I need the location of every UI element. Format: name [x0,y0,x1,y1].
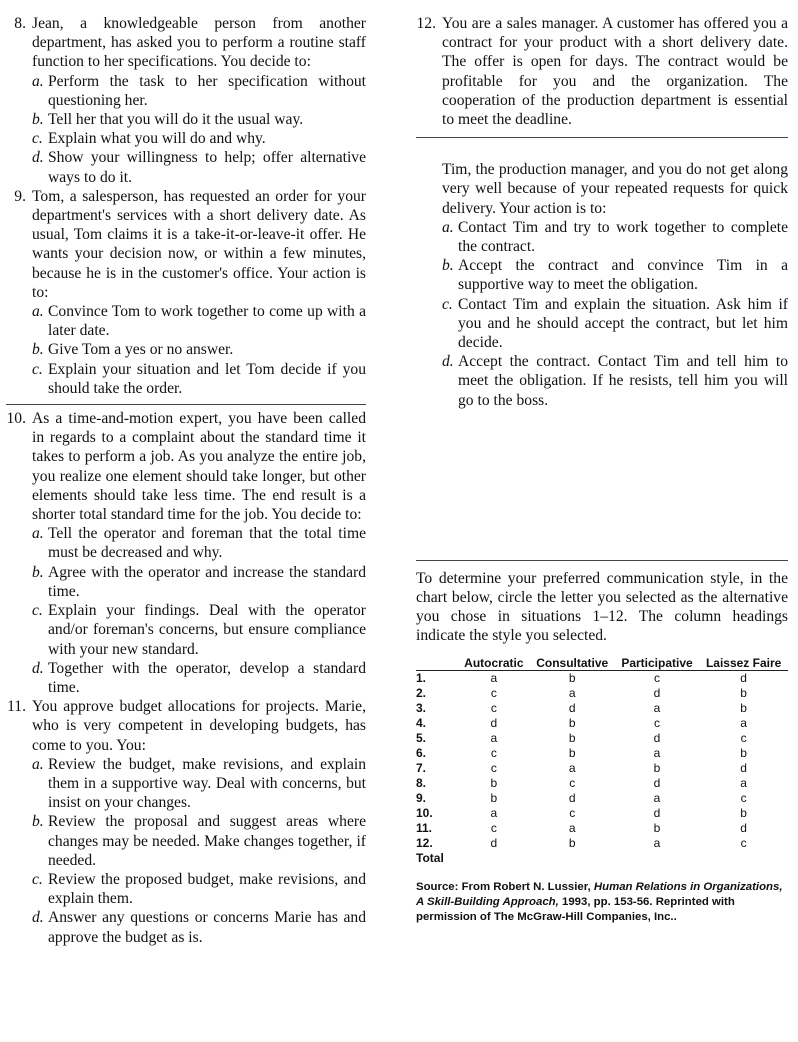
option-item [442,352,788,410]
style-scoring-table [416,656,788,866]
option-item [32,360,366,398]
column-header: Laissez Faire [699,656,788,671]
option-item [32,148,366,186]
question-number: 12. [416,15,436,32]
table-row [416,716,788,731]
choice-letter[interactable]: c [490,700,497,715]
choice-letter[interactable]: b [653,760,661,775]
option-item [32,524,366,562]
total-cell [458,851,530,866]
total-cell [699,851,788,866]
choice-letter[interactable]: d [568,790,576,805]
option-item [32,812,366,870]
option-item [442,218,788,256]
table-row [416,731,788,746]
row-number: 1. [416,670,427,685]
choice-letter[interactable]: a [653,790,661,805]
option-letter: b. [442,257,454,275]
option-text: Perform the task to her specification without questioning her. [48,72,366,109]
table-row [416,761,788,776]
choice-letter[interactable]: c [490,760,497,775]
left-column [6,14,366,947]
source-note [416,880,788,925]
option-text: Agree with the operator and increase the standard time. [48,563,366,600]
question-number: 10. [6,410,26,428]
option-text: Explain what you will do and why. [48,130,266,148]
source-book-title: Human Relations in Organizations, A Skill-Building Approach, [416,880,783,908]
choice-letter[interactable]: d [653,685,661,700]
choice-letter[interactable]: d [653,805,661,820]
table-header-row [416,656,788,671]
row-number: 9. [416,790,427,805]
question-number: 9. [14,187,26,205]
choice-letter[interactable]: b [740,745,747,760]
option-list [32,524,366,697]
option-letter: c. [32,130,43,148]
question-number: 11. [7,698,26,716]
choice-letter[interactable]: a [490,670,498,685]
option-item [32,110,366,129]
option-letter: d. [32,149,44,167]
table-corner [416,656,458,671]
option-letter: b. [32,813,44,831]
option-item [442,256,788,294]
choice-letter[interactable]: d [740,670,747,685]
question-number: 8. [14,15,26,32]
option-item [32,72,366,110]
option-letter: a. [32,72,44,90]
instructions: To determine your preferred communication style, in the chart below, circle the letter you selected as the alternative you chose in situations 1–12. The column headings indicate the style you selected. [416,569,788,645]
option-letter: c. [442,295,453,313]
total-cell [530,851,615,866]
choice-letter[interactable]: c [740,835,747,850]
choice-letter[interactable]: c [569,775,576,790]
option-text: Review the budget, make revisions, and explain them in a supportive way. Deal with concerns, but insist on your changes. [48,755,366,812]
row-number: 8. [416,775,427,790]
table-row [416,670,788,686]
table-row [416,686,788,701]
option-item [32,129,366,148]
choice-letter[interactable]: a [568,820,576,835]
option-letter: a. [32,755,44,773]
option-text: Contact Tim and try to work together to complete the contract. [458,218,788,256]
option-text: Answer any questions or concerns Marie has and approve the budget as is. [48,909,366,946]
row-number: 5. [416,730,427,745]
table-row [416,791,788,806]
option-text: Accept the contract and convince Tim in a supportive way to meet the obligation. [458,257,788,294]
option-text: Explain your findings. Deal with the operator and/or foreman's concerns, but ensure compliance with your new standard. [48,602,366,658]
choice-letter[interactable]: b [653,820,661,835]
choice-letter[interactable]: c [490,685,497,700]
choice-letter[interactable]: b [740,700,747,715]
choice-letter[interactable]: a [740,775,747,790]
option-letter: d. [32,909,44,927]
option-item [32,340,366,359]
option-letter: b. [32,111,44,129]
total-row [416,851,788,866]
option-item [32,659,366,697]
table-row [416,746,788,761]
option-text: Accept the contract. Contact Tim and tell him to meet the obligation. If he resists, tell him you will go to the boss. [458,353,788,409]
table-row [416,836,788,851]
choice-letter[interactable]: b [490,790,498,805]
column-header: Autocratic [458,656,530,671]
option-item [32,302,366,340]
option-text: Convince Tom to work together to come up with a later date. [48,303,366,340]
table-row [416,776,788,791]
option-item [32,601,366,659]
choice-letter[interactable]: d [740,820,747,835]
choice-letter[interactable]: b [568,715,576,730]
option-letter: d. [442,353,454,371]
choice-letter[interactable]: c [654,715,661,730]
option-letter: a. [442,218,454,236]
question-text: You approve budget allocations for projects. Marie, who is very competent in developing budgets, has come to you. You: [32,698,366,754]
table-body [416,670,788,866]
choice-letter[interactable]: c [490,820,497,835]
choice-letter[interactable]: a [653,745,661,760]
option-list [442,218,788,410]
choice-letter[interactable]: c [740,790,747,805]
row-number: 6. [416,745,427,760]
choice-letter[interactable]: d [653,730,661,745]
row-number: 11. [416,820,433,835]
option-text: Give Tom a yes or no answer. [48,341,234,359]
question-text: Tim, the production manager, and you do not get along very well because of your repeated requests for quick delivery. Your action is to: [442,161,788,217]
choice-letter[interactable]: b [568,730,576,745]
option-item [32,870,366,908]
option-list [32,72,366,187]
option-letter: a. [32,303,44,321]
option-letter: a. [32,525,44,543]
choice-letter[interactable]: b [740,685,747,700]
question-text: As a time-and-motion expert, you have been called in regards to a complaint about the standard time it takes to perform a job. As you analyze the entire job, you realize one element should take longer, but other elements should take less time. The end result is a shorter total standard time for the job. You decide to: [32,410,366,524]
option-item [32,908,366,946]
choice-letter[interactable]: b [568,745,576,760]
choice-letter[interactable]: d [490,715,498,730]
row-number: 7. [416,760,427,775]
column-header: Participative [615,656,699,671]
choice-letter[interactable]: b [568,670,576,685]
source-label: Source: [416,880,459,893]
source-prefix: From Robert N. Lussier, [461,880,591,893]
option-letter: c. [32,360,43,378]
question-12 [416,14,788,129]
choice-letter[interactable]: a [740,715,747,730]
option-text: Explain your situation and let Tom decide if you should take the order. [48,360,366,397]
question-text: You are a sales manager. A customer has offered you a contract for your product with a short delivery date. The offer is open for days. The contract would be profitable for you and the organization. The cooperation of the production department is essential to meet the deadline. [442,15,788,129]
option-letter: c. [32,602,43,620]
row-number: 3. [416,700,427,715]
choice-letter[interactable]: b [568,835,576,850]
total-cell [615,851,699,866]
choice-letter[interactable]: d [490,835,498,850]
total-label: Total [416,850,444,865]
question-text: Tom, a salesperson, has requested an order for your department's services with a short delivery date. As usual, Tom claims it is a take-it-or-leave-it offer. He wants your decision now, or within a few minutes, because he is in the customer's office. Your action is to: [32,187,366,301]
divider [416,137,788,138]
option-list [32,755,366,947]
option-letter: b. [32,563,44,581]
choice-letter[interactable]: c [569,805,576,820]
divider [416,560,788,561]
option-letter: d. [32,659,44,677]
option-text: Tell the operator and foreman that the total time must be decreased and why. [48,525,366,562]
choice-letter[interactable]: b [740,805,747,820]
row-number: 12. [416,835,433,850]
row-number: 4. [416,715,427,730]
table-row [416,701,788,716]
choice-letter[interactable]: a [568,685,576,700]
option-text: Contact Tim and explain the situation. Ask him if you and he should accept the contract, but let him decide. [458,295,788,352]
choice-letter[interactable]: b [490,775,498,790]
choice-letter[interactable]: d [653,775,661,790]
choice-letter[interactable]: a [490,730,498,745]
choice-letter[interactable]: a [568,760,576,775]
table-row [416,821,788,836]
choice-letter[interactable]: a [490,805,498,820]
column-header: Consultative [530,656,615,671]
option-text: Tell her that you will do it the usual way. [48,111,304,129]
choice-letter[interactable]: d [740,760,747,775]
option-letter: c. [32,870,43,888]
option-text: Review the proposal and suggest areas where changes may be needed. Make changes together, if needed. [48,813,366,869]
row-number: 10. [416,805,433,820]
question-11 [6,697,366,947]
choice-letter[interactable]: c [654,670,661,685]
divider [6,404,366,405]
option-text: Together with the operator, develop a standard time. [48,659,366,696]
option-item [32,755,366,813]
question-text: Jean, a knowledgeable person from another department, has asked you to perform a routine staff function to her specifications. You decide to: [32,15,366,71]
table-row [416,806,788,821]
option-list [32,302,366,398]
option-letter: b. [32,341,44,359]
source-suffix: 1993, pp. 153-56. Reprinted with permission of The McGraw-Hill Companies, Inc.. [416,895,735,923]
right-column [416,14,788,925]
option-text: Review the proposed budget, make revisions, and explain them. [48,870,366,908]
question-12-continued [416,160,788,410]
choice-letter[interactable]: a [653,835,661,850]
option-item [32,563,366,601]
choice-letter[interactable]: c [490,745,497,760]
choice-letter[interactable]: c [740,730,747,745]
question-9 [6,187,366,398]
question-8 [6,14,366,187]
row-number: 2. [416,685,427,700]
choice-letter[interactable]: a [653,700,661,715]
option-item [442,295,788,353]
choice-letter[interactable]: d [568,700,576,715]
option-text: Show your willingness to help; offer alternative ways to do it. [48,149,366,186]
question-10 [6,409,366,697]
